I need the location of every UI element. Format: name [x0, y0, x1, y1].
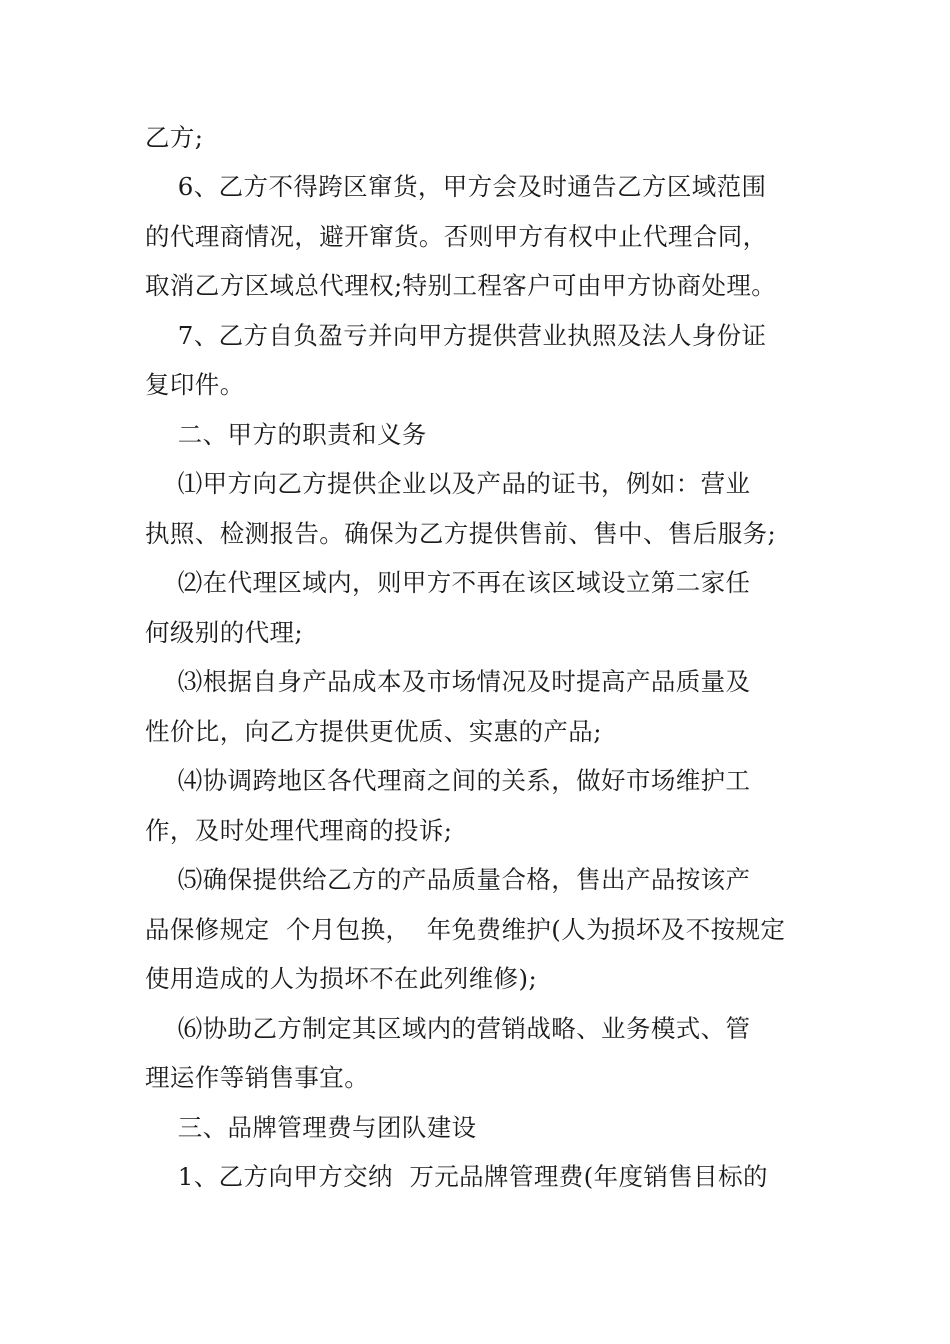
text-line: 何级别的代理;: [145, 618, 304, 647]
text-line: ⑸确保提供给乙方的产品质量合格，售出产品按该产: [145, 865, 751, 894]
text-line: 6、乙方不得跨区窜货，甲方会及时通告乙方区域范围: [145, 172, 767, 201]
text-line: 使用造成的人为损坏不在此列维修);: [145, 964, 538, 993]
document-body: [145, 122, 810, 1193]
section-heading: 二、甲方的职责和义务: [145, 420, 427, 449]
text-line: 复印件。: [145, 370, 245, 399]
text-line: 乙方;: [145, 123, 204, 152]
text-line: 7、乙方自负盈亏并向甲方提供营业执照及法人身份证: [145, 321, 767, 350]
text-line: 1、乙方向甲方交纳 万元品牌管理费(年度销售目标的: [145, 1162, 768, 1191]
text-line: ⑹协助乙方制定其区域内的营销战略、业务模式、管: [145, 1014, 751, 1043]
text-line: ⑴甲方向乙方提供企业以及产品的证书，例如：营业: [145, 469, 751, 498]
text-line: 执照、检测报告。确保为乙方提供售前、售中、售后服务;: [145, 519, 777, 548]
section-heading: 三、品牌管理费与团队建设: [145, 1113, 477, 1142]
text-line: 作，及时处理代理商的投诉;: [145, 816, 453, 845]
text-line: 取消乙方区域总代理权;特别工程客户可由甲方协商处理。: [145, 271, 777, 300]
text-line: ⑶根据自身产品成本及市场情况及时提高产品质量及: [145, 667, 751, 696]
text-line: 理运作等销售事宜。: [145, 1063, 370, 1092]
text-line: 性价比，向乙方提供更优质、实惠的产品;: [145, 717, 602, 746]
text-line: ⑷协调跨地区各代理商之间的关系，做好市场维护工: [145, 766, 751, 795]
text-line: 的代理商情况，避开窜货。否则甲方有权中止代理合同，: [145, 222, 768, 251]
text-line: 品保修规定 个月包换， 年免费维护(人为损坏及不按规定: [145, 915, 786, 944]
text-line: ⑵在代理区域内，则甲方不再在该区域设立第二家任: [145, 568, 751, 597]
